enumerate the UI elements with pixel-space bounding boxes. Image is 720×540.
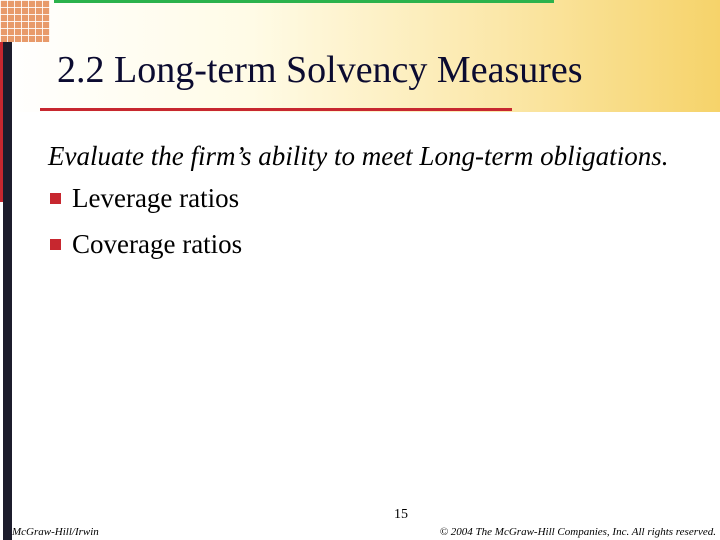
title-underline xyxy=(40,108,512,111)
bullet-item-coverage xyxy=(48,221,688,267)
publisher-credit: McGraw-Hill/Irwin xyxy=(12,526,99,538)
copyright-notice: © 2004 The McGraw-Hill Companies, Inc. All rights reserved. xyxy=(439,526,716,538)
top-accent-line xyxy=(54,0,554,3)
page-number: 15 xyxy=(394,507,408,522)
bullet-item-leverage xyxy=(48,175,688,221)
slide-body xyxy=(48,140,688,267)
square-bullet-icon xyxy=(50,193,61,204)
left-dark-bar xyxy=(3,42,12,540)
bullet-label: Coverage ratios xyxy=(72,229,243,259)
grid-decoration xyxy=(0,0,50,42)
square-bullet-icon xyxy=(50,239,61,250)
slide-title: 2.2 Long-term Solvency Measures xyxy=(57,49,583,91)
bullet-list xyxy=(48,175,688,267)
lead-text: Evaluate the firm’s ability to meet Long-term obligations. xyxy=(48,141,669,171)
bullet-label: Leverage ratios xyxy=(72,183,240,213)
